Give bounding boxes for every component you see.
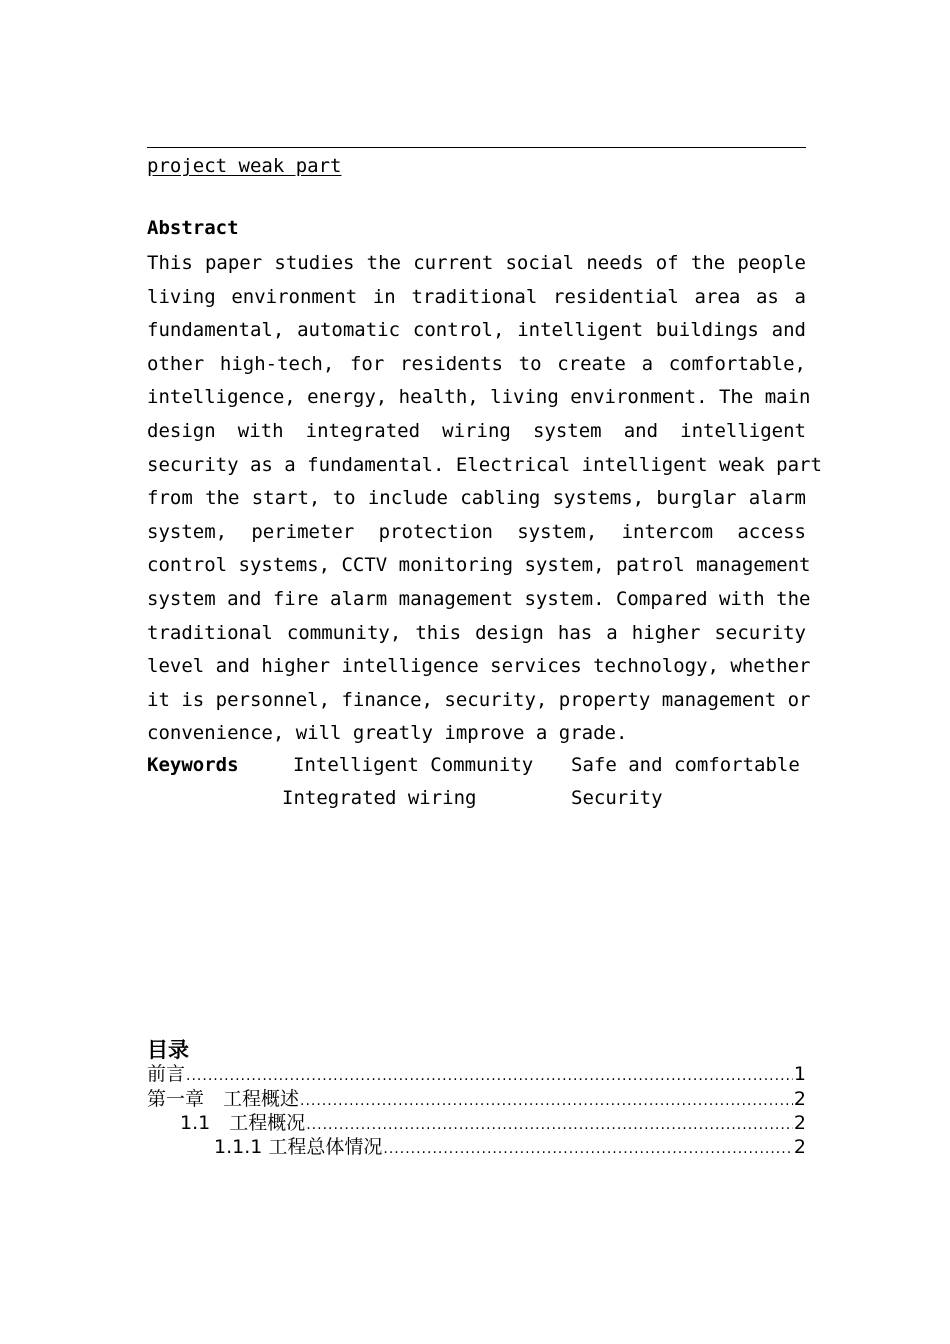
abstract-line: level and higher intelligence services technology, whether (147, 655, 811, 678)
abstract-heading: Abstract (147, 217, 239, 239)
abstract-line: This paper studies the current social needs of the people (147, 252, 806, 274)
keywords-label: Keywords (147, 754, 239, 776)
toc-entry[interactable] (214, 1135, 806, 1159)
toc-entry-page: 2 (793, 1088, 806, 1110)
toc-leader-dots (306, 1113, 793, 1137)
toc-entry-page: 2 (793, 1136, 806, 1158)
abstract-line: from the start, to include cabling systems, burglar alarm (147, 487, 806, 510)
keyword-item: Safe and comfortable (571, 754, 800, 776)
toc-entry[interactable] (147, 1087, 806, 1111)
abstract-line: convenience, will greatly improve a grade. (147, 722, 628, 745)
toc-entry-label: 1.1.1 工程总体情况 (214, 1136, 383, 1158)
toc-entry[interactable] (180, 1111, 806, 1135)
keyword-item: Intelligent Community (293, 754, 534, 776)
abstract-line: fundamental, automatic control, intelligent buildings and (147, 319, 806, 342)
toc-leader-dots (383, 1137, 793, 1161)
abstract-line: control systems, CCTV monitoring system, patrol management (147, 554, 811, 577)
keyword-item: Integrated wiring (282, 787, 477, 809)
document-title: project weak part (147, 155, 342, 177)
abstract-body (147, 247, 822, 751)
toc-entry-label: 第一章 工程概述 (147, 1088, 300, 1110)
header-rule (147, 147, 806, 148)
abstract-line: system and fire alarm management system. Compared with the (147, 587, 811, 610)
abstract-line: it is personnel, finance, security, property management or (147, 688, 811, 711)
toc-entry[interactable] (147, 1062, 806, 1086)
abstract-line: system, perimeter protection system, intercom access (147, 520, 806, 543)
toc-entry-page: 2 (793, 1112, 806, 1134)
abstract-line: security as a fundamental. Electrical intelligent weak part (147, 453, 822, 476)
abstract-line: traditional community, this design has a higher security (147, 621, 806, 644)
toc-leader-dots (186, 1064, 793, 1088)
abstract-line: intelligence, energy, health, living environment. The main (147, 386, 811, 409)
toc-leader-dots (300, 1089, 793, 1113)
toc-entry-page: 1 (793, 1063, 806, 1085)
toc-entry-label: 前言 (147, 1063, 186, 1085)
toc-entry-label: 1.1 工程概况 (180, 1112, 306, 1134)
abstract-line: other high-tech, for residents to create a comfortable, (147, 352, 806, 375)
toc-heading: 目录 (147, 1038, 189, 1062)
abstract-line: living environment in traditional residential area as a (147, 285, 806, 308)
abstract-line: design with integrated wiring system and intelligent (147, 419, 806, 442)
keyword-item: Security (571, 787, 663, 809)
